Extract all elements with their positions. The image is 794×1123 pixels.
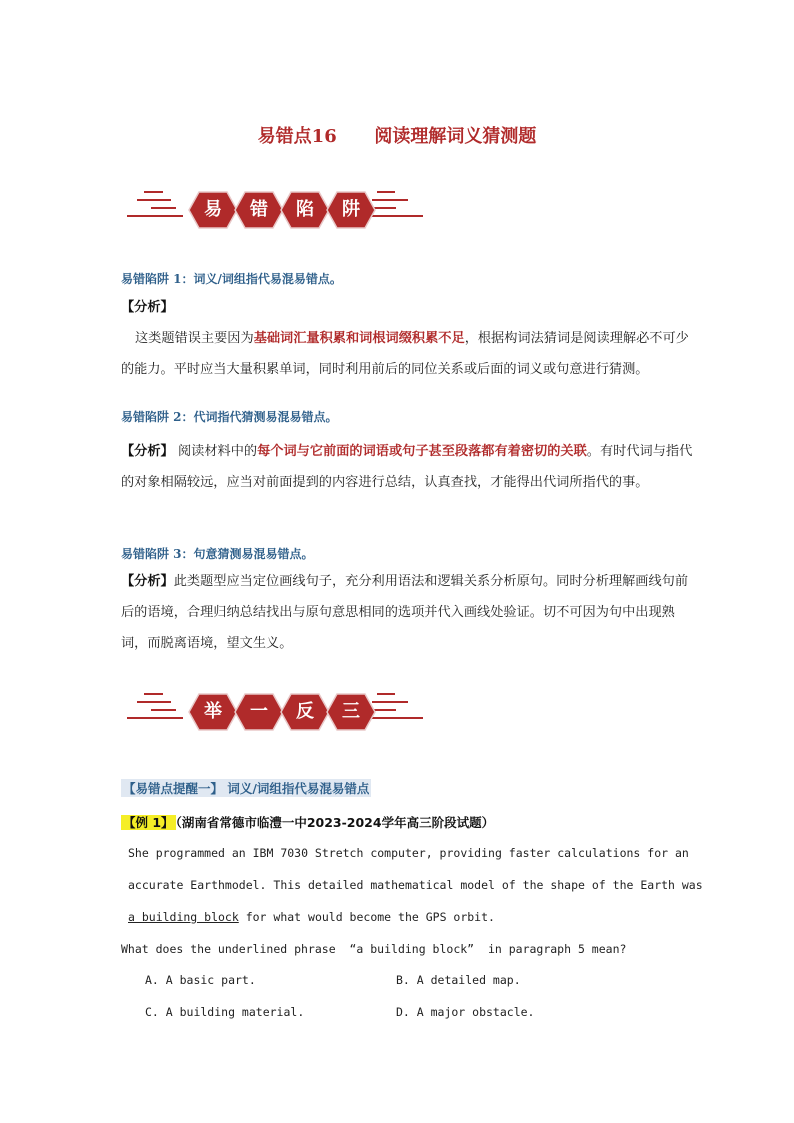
analysis-label: 【分析】 (121, 300, 174, 315)
banner-glyph: 陷 (296, 199, 314, 220)
analysis-highlight: 基础词汇量积累和词根词缀积累不足 (253, 331, 465, 346)
trap-title: 易错陷阱 1：词义/词组指代易混易错点。 (121, 272, 342, 286)
analysis-text-post: ，根据构词法猜词是阅读理解必不可少的能力。平时应当大量积累单词，同时利用前后的同位关系或后面的词义或句意进行猜测。 (121, 331, 689, 377)
example-source: （湖南省常德市临澧一中2023-2024学年高三阶段试题） (175, 815, 495, 830)
underlined-phrase: a building block (128, 910, 239, 924)
example-heading (121, 813, 494, 831)
section-banner-practice (127, 682, 427, 742)
option-b: B. A detailed map. (396, 973, 521, 987)
trap-title: 易错陷阱 3：句意猜测易混易错点。 (121, 547, 314, 561)
banner-glyph: 错 (250, 199, 268, 220)
question-text: What does the underlined phrase “a building block” in paragraph 5 mean? (121, 942, 627, 956)
trap-analysis (121, 566, 701, 659)
analysis-text-pre: 阅读材料中的 (173, 444, 258, 459)
trap-analysis (121, 436, 701, 498)
analysis-label: 【分析】 (121, 574, 174, 589)
analysis-text-pre: 此类题型应当定位画线句子，充分利用语法和逻辑关系分析原句。同时分析理解画线句前后的语境，合理归纳总结找出与原句意思相同的选项并代入画线处验证。切不可因为句中出现熟词，而脱离语境，望文生义。 (121, 574, 689, 651)
section-banner-traps (127, 180, 427, 240)
tip-heading: 【易错点提醒一】 词义/词组指代易混易错点 (123, 781, 370, 796)
banner-glyph: 举 (204, 701, 222, 722)
banner-glyph: 易 (204, 199, 222, 220)
passage-line: accurate Earthmodel. This detailed mathematical model of the shape of the Earth was (128, 878, 703, 892)
option-d: D. A major obstacle. (396, 1005, 535, 1019)
passage-line (128, 910, 495, 924)
passage-line: She programmed an IBM 7030 Stretch computer, providing faster calculations for an (128, 846, 689, 860)
analysis-label: 【分析】 (121, 444, 174, 459)
page-title: 易错点16 阅读理解词义猜测题 (257, 126, 537, 147)
option-c: C. A building material. (145, 1005, 305, 1019)
banner-glyph: 一 (250, 701, 268, 722)
example-tag: 【例 1】 (123, 815, 174, 830)
analysis-highlight: 每个词与它前面的词语或句子甚至段落都有着密切的关联 (257, 444, 587, 459)
banner-glyph: 阱 (342, 199, 360, 220)
trap-title: 易错陷阱 2：代词指代猜测易混易错点。 (121, 410, 338, 424)
banner-glyph: 反 (296, 701, 314, 722)
analysis-text-pre: 这类题错误主要因为 (135, 331, 254, 346)
option-a: A. A basic part. (145, 973, 256, 987)
passage-text: for what would become the GPS orbit. (238, 910, 495, 924)
trap-analysis (121, 292, 701, 385)
banner-glyph: 三 (342, 701, 360, 722)
analysis-text-post: 。有时代词与指代的对象相隔较远，应当对前面提到的内容进行总结，认真查找，才能得出代词所指代的事。 (121, 444, 693, 490)
